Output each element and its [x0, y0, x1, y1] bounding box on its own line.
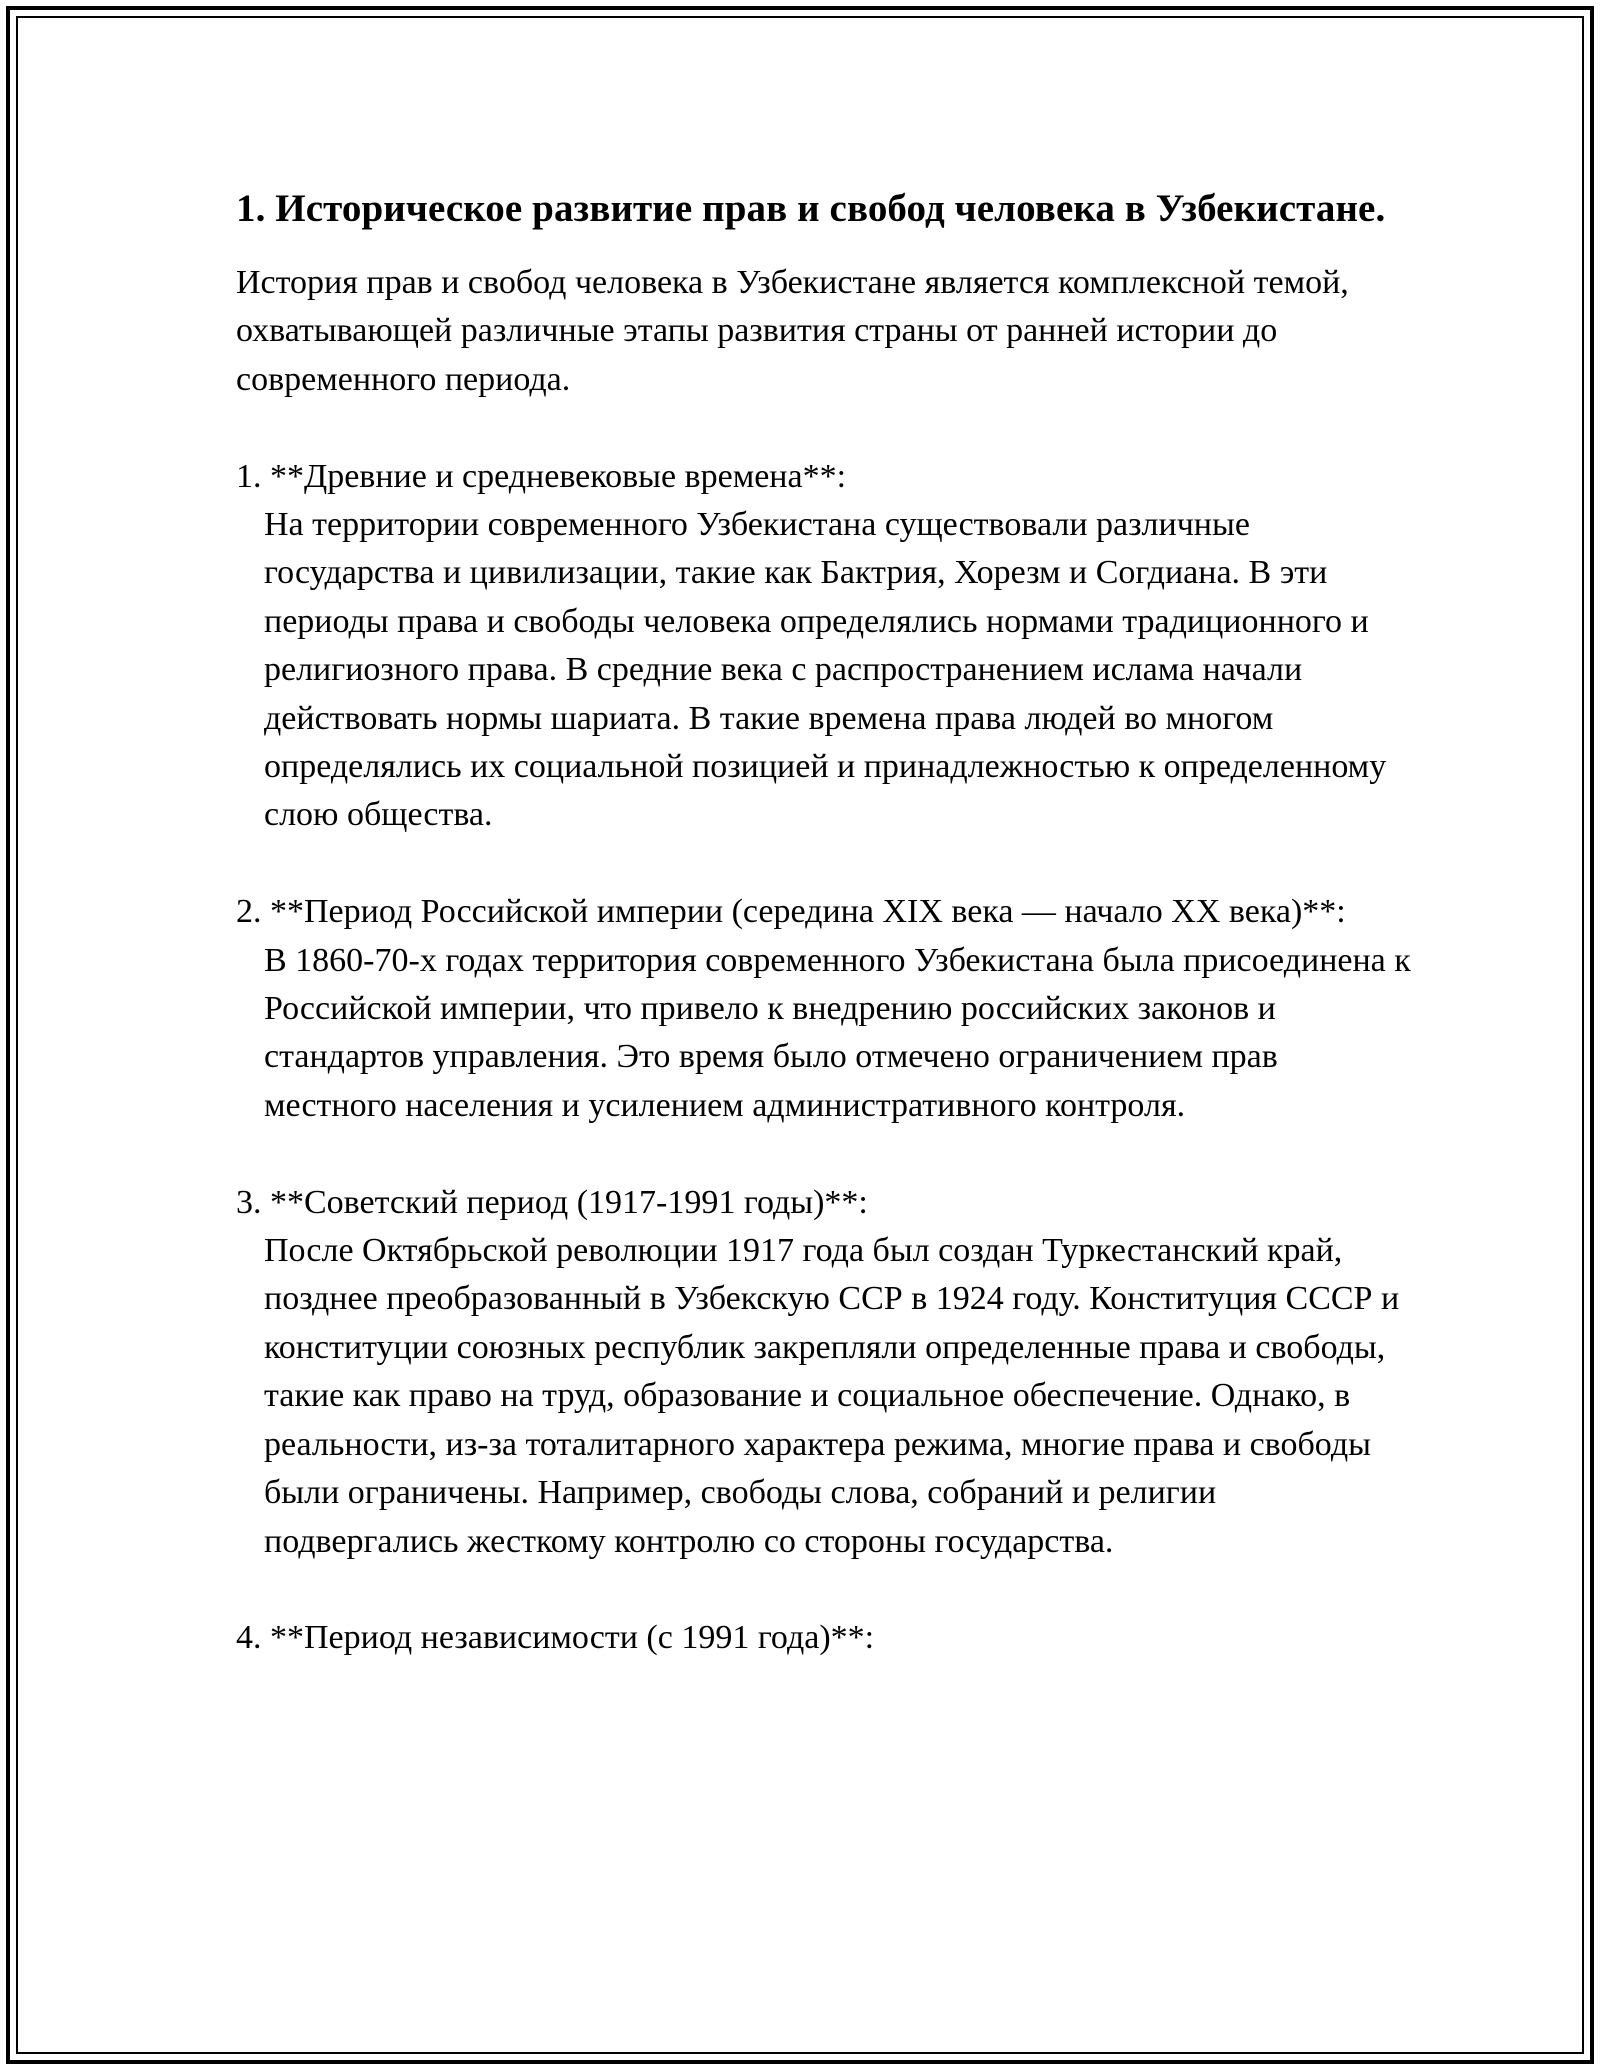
section-body: В 1860-70-х годах территория современного Узбекистана была присоединена к Российской империи, что привело к внедрению российских законов и стандартов управления. Это время было отмечено ограничением прав местного населения и усилением административного контроля. — [264, 941, 1420, 1124]
section-russian-empire — [236, 888, 1420, 1130]
document-title: 1. Историческое развитие прав и свобод человека в Узбекистане. — [236, 187, 1386, 230]
section-heading: 1. **Древние и средневековые времена**: — [236, 457, 847, 495]
section-body: На территории современного Узбекистана существовали различные государства и цивилизации, такие как Бактрия, Хорезм и Согдиана. В эти периоды права и свободы человека определялись нормами традиционного и религиозного права. В средние века с распространением ислама начали действовать нормы шариата. В такие времена права людей во многом определялись их социальной позицией и принадлежностью к определенному слою общества. — [264, 506, 1395, 834]
section-ancient-medieval — [236, 453, 1416, 840]
section-heading: 4. **Период независимости (с 1991 года)**: — [236, 1619, 875, 1657]
section-body: После Октябрьской революции 1917 года был создан Туркестанский край, позднее преобразованный в Узбекскую ССР в 1924 году. Конституция СССР и конституции союзных республик закрепляли определенные права и свободы, такие как право на труд, образование и социальное обеспечение. Однако, в реальности, из-за тоталитарного характера режима, многие права и свободы были ограничены. Например, свободы слова, собраний и религии подвергались жесткому контролю со стороны государства. — [264, 1232, 1408, 1560]
section-independence — [236, 1614, 1416, 1662]
section-soviet-period — [236, 1179, 1416, 1566]
document-page — [236, 180, 1420, 1663]
intro-paragraph: История прав и свобод человека в Узбекистане является комплексной темой, охватывающей различные этапы развития страны от ранней истории до современного периода. — [236, 264, 1358, 398]
section-heading: 3. **Советский период (1917-1991 годы)**: — [236, 1183, 868, 1221]
section-heading: 2. **Период Российской империи (середина XIX века — начало XX века)**: — [236, 893, 1346, 931]
